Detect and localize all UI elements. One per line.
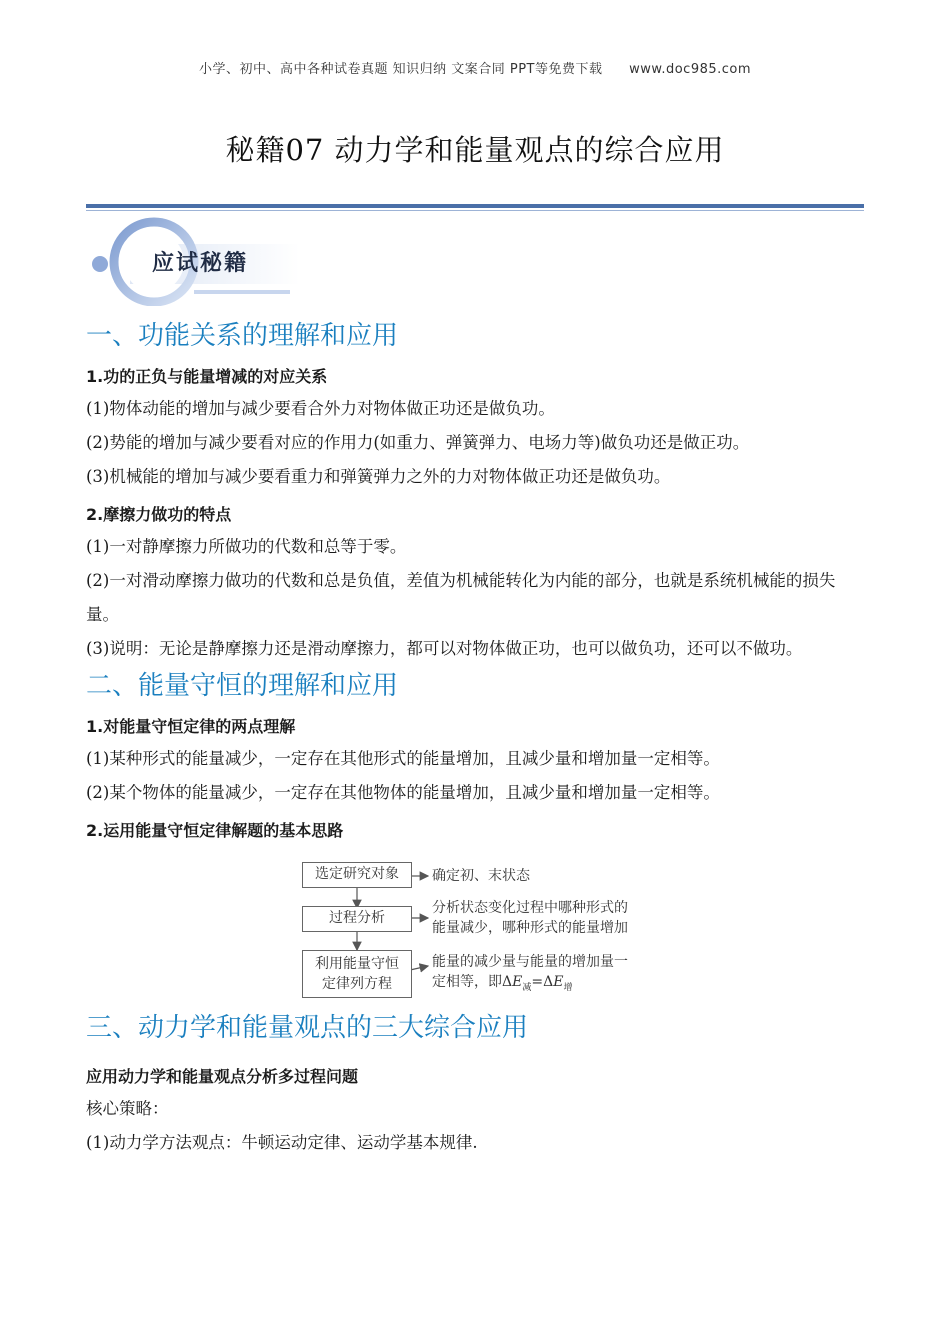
document-body — [86, 316, 864, 1160]
flow-note-line: 能量的减少量与能量的增加量一 — [432, 954, 628, 970]
section-heading-1: 一、功能关系的理解和应用 — [86, 321, 399, 351]
flow-step-write-equation — [302, 950, 412, 998]
flow-box-line: 定律列方程 — [322, 976, 392, 992]
subsection-title: 应用动力学和能量观点分析多过程问题 — [86, 1067, 359, 1086]
paragraph: (3)机械能的增加与减少要看重力和弹簧弹力之外的力对物体做正功还是做负功。 — [86, 467, 671, 486]
header-url[interactable]: www.doc985.com — [629, 62, 752, 77]
section-heading-2: 二、能量守恒的理解和应用 — [86, 671, 399, 701]
flow-note-states: 确定初、末状态 — [432, 868, 530, 884]
paragraph: (1)一对静摩擦力所做功的代数和总等于零。 — [86, 537, 407, 556]
flow-step-process-analysis: 过程分析 — [302, 906, 412, 932]
flow-note-text: 定相等，即Δ — [432, 974, 513, 990]
subsection-title: 2.摩擦力做功的特点 — [86, 505, 232, 524]
paragraph: (2)一对滑动摩擦力做功的代数和总是负值，差值为机械能转化为内能的部分，也就是系统机械能的损失量。 — [86, 571, 836, 624]
paragraph: 核心策略： — [86, 1099, 169, 1118]
flow-box-line: 利用能量守恒 — [315, 956, 399, 972]
flow-note-line: 分析状态变化过程中哪种形式的 — [432, 900, 628, 916]
flow-note-line — [432, 972, 628, 998]
energy-symbol: E — [512, 974, 523, 990]
flow-note-text: =Δ — [531, 974, 554, 990]
flow-step-select-object: 选定研究对象 — [302, 862, 412, 888]
energy-symbol: E — [553, 974, 564, 990]
page-title: 秘籍07 动力学和能量观点的综合应用 — [225, 133, 725, 167]
paragraph: (1)物体动能的增加与减少要看合外力对物体做正功还是做负功。 — [86, 399, 555, 418]
paragraph: (3)说明：无论是静摩擦力还是滑动摩擦力，都可以对物体做正功，也可以做负功，还可以不做功。 — [86, 639, 803, 658]
flow-diagram — [86, 852, 864, 1002]
paragraph: (1)某种形式的能量减少，一定存在其他形式的能量增加，且减少量和增加量一定相等。 — [86, 749, 720, 768]
flow-note-equation — [432, 952, 628, 998]
paragraph: (2)某个物体的能量减少，一定存在其他物体的能量增加，且减少量和增加量一定相等。 — [86, 783, 720, 802]
paragraph: (2)势能的增加与减少要看对应的作用力(如重力、弹簧弹力、电场力等)做负功还是做正功。 — [86, 433, 750, 452]
banner-label: 应试秘籍 — [152, 251, 249, 276]
flow-note-line: 能量减少，哪种形式的能量增加 — [432, 920, 628, 936]
title-divider-thin — [86, 210, 864, 211]
header-note-text: 小学、初中、高中各种试卷真题 知识归纳 文案合同 PPT等免费下载 — [198, 62, 603, 77]
page-header-note — [0, 58, 950, 77]
title-divider — [86, 204, 864, 208]
subsection-title: 1.功的正负与能量增减的对应关系 — [86, 367, 328, 386]
subscript-increase: 增 — [563, 982, 573, 993]
flow-note-energy-change — [432, 898, 628, 938]
subscript-decrease: 减 — [522, 982, 532, 993]
paragraph: (1)动力学方法观点：牛顿运动定律、运动学基本规律. — [86, 1133, 478, 1152]
subsection-title: 1.对能量守恒定律的两点理解 — [86, 717, 296, 736]
section-heading-3: 三、动力学和能量观点的三大综合应用 — [86, 1013, 529, 1043]
subsection-title: 2.运用能量守恒定律解题的基本思路 — [86, 821, 344, 840]
